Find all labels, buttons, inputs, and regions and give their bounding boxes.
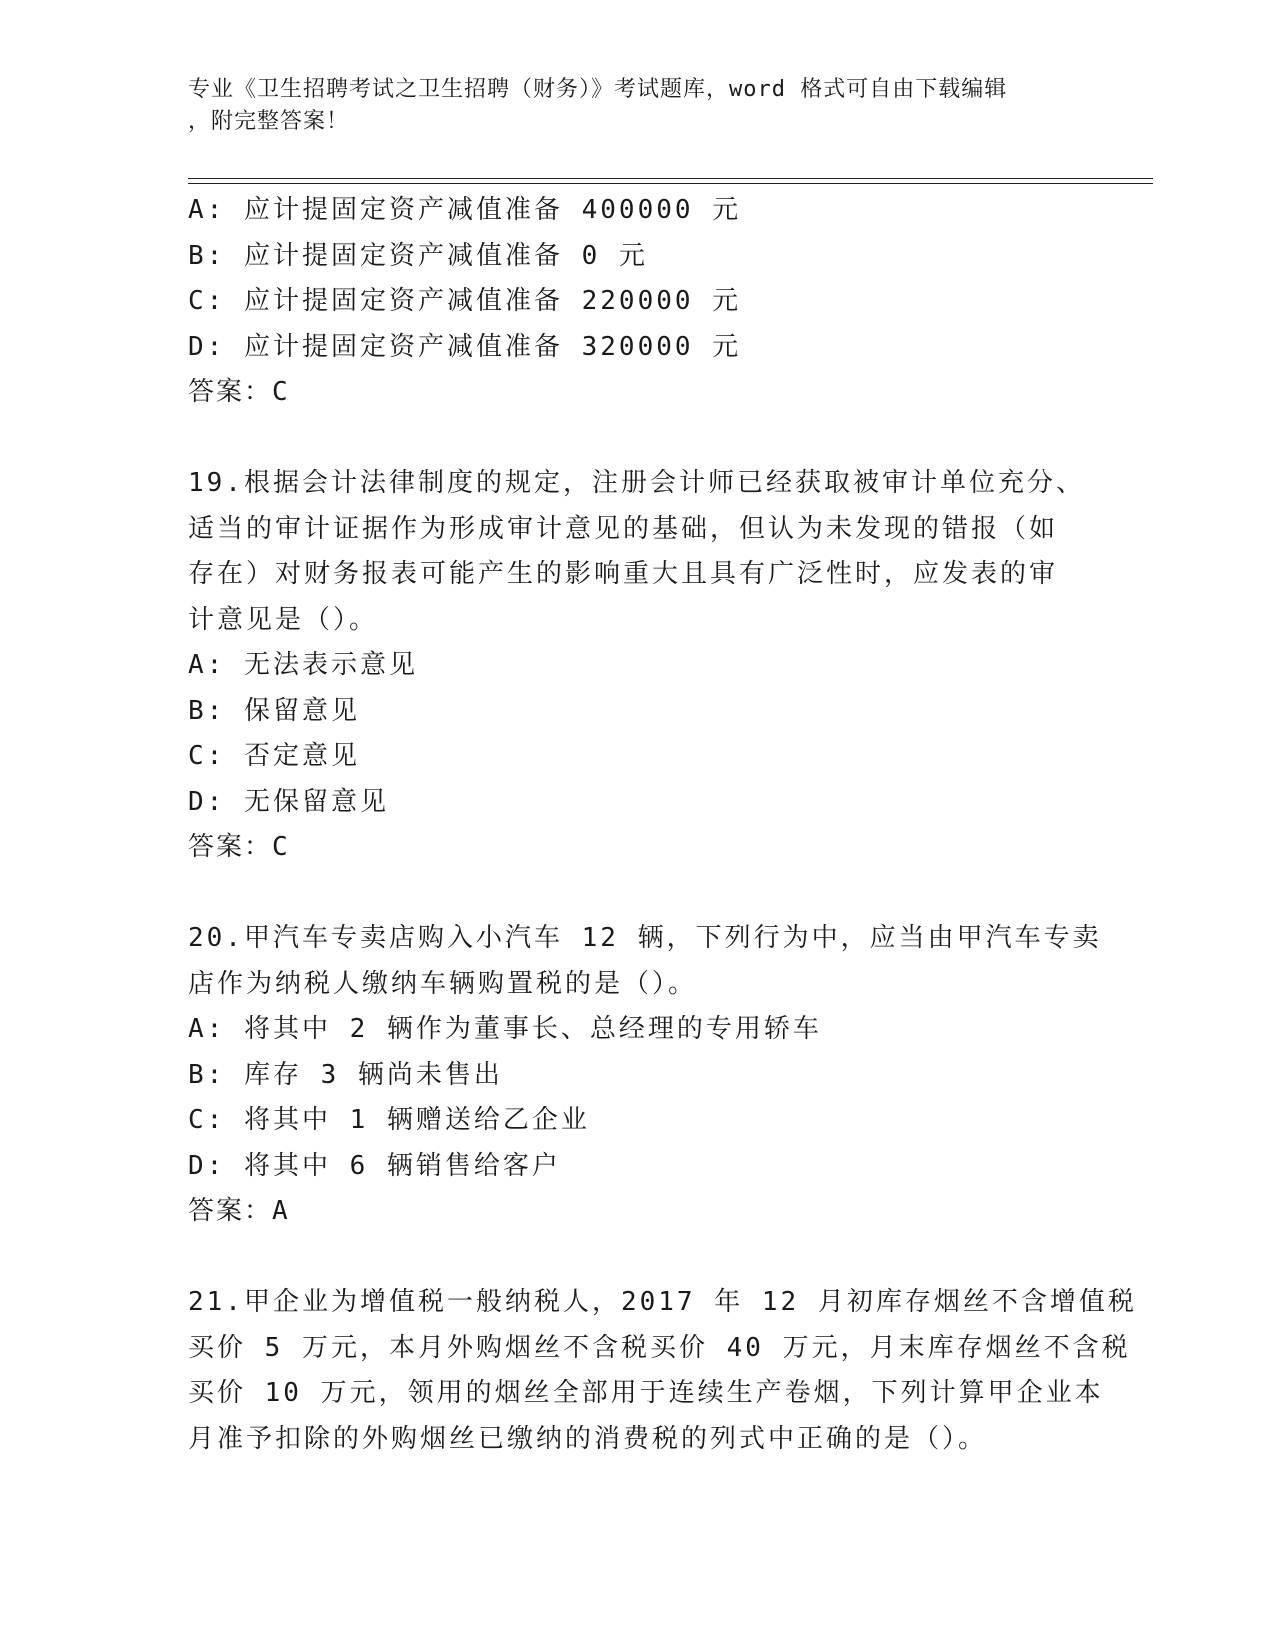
option-b: B: 保留意见 bbox=[188, 695, 360, 726]
answer: 答案：C bbox=[188, 832, 290, 862]
question-18 bbox=[188, 188, 1078, 416]
option-b: B: 应计提固定资产减值准备 0 元 bbox=[188, 240, 648, 271]
option-a: A: 无法表示意见 bbox=[188, 650, 418, 680]
question-stem-line: 存在）对财务报表可能产生的影响重大且具有广泛性时，应发表的审 bbox=[188, 559, 1059, 589]
spacer bbox=[188, 871, 1078, 917]
header-rule-bottom bbox=[188, 183, 1153, 184]
spacer bbox=[188, 416, 1078, 462]
header-rule-top bbox=[188, 178, 1153, 179]
option-d: D: 应计提固定资产减值准备 320000 元 bbox=[188, 331, 742, 362]
option-a: A: 应计提固定资产减值准备 400000 元 bbox=[188, 195, 742, 225]
question-stem-line: 店作为纳税人缴纳车辆购置税的是（）。 bbox=[188, 968, 698, 999]
question-stem-line: 计意见是（）。 bbox=[188, 604, 379, 635]
option-c: C: 否定意见 bbox=[188, 741, 360, 771]
option-b: B: 库存 3 辆尚未售出 bbox=[188, 1059, 503, 1090]
option-a: A: 将其中 2 辆作为董事长、总经理的专用轿车 bbox=[188, 1014, 822, 1044]
question-21 bbox=[188, 1280, 1137, 1462]
question-stem-line: 适当的审计证据作为形成审计意见的基础，但认为未发现的错报（如 bbox=[188, 513, 1059, 544]
option-d: D: 将其中 6 辆销售给客户 bbox=[188, 1150, 561, 1181]
question-stem-line: 20.甲汽车专卖店购入小汽车 12 辆，下列行为中，应当由甲汽车专卖 bbox=[188, 923, 1102, 953]
question-19 bbox=[188, 461, 1085, 871]
header-line-1: 专业《卫生招聘考试之卫生招聘（财务）》考试题库，word 格式可自由下载编辑 bbox=[188, 77, 1008, 102]
question-stem-line: 买价 10 万元，领用的烟丝全部用于连续生产卷烟，下列计算甲企业本 bbox=[188, 1378, 1104, 1408]
question-stem-line: 19.根据会计法律制度的规定，注册会计师已经获取被审计单位充分、 bbox=[188, 468, 1085, 498]
option-d: D: 无保留意见 bbox=[188, 786, 389, 817]
option-c: C: 将其中 1 辆赠送给乙企业 bbox=[188, 1105, 590, 1135]
answer: 答案：C bbox=[188, 377, 290, 407]
question-stem-line: 月准予扣除的外购烟丝已缴纳的消费税的列式中正确的是（）。 bbox=[188, 1423, 988, 1454]
question-content bbox=[188, 188, 1137, 1462]
spacer bbox=[188, 1235, 1078, 1281]
question-stem-line: 21.甲企业为增值税一般纳税人，2017 年 12 月初库存烟丝不含增值税 bbox=[188, 1287, 1137, 1317]
answer: 答案：A bbox=[188, 1196, 290, 1226]
question-stem-line: 买价 5 万元，本月外购烟丝不含税买价 40 万元，月末库存烟丝不含税 bbox=[188, 1332, 1131, 1363]
question-20 bbox=[188, 916, 1102, 1235]
document-header bbox=[188, 74, 1068, 138]
option-c: C: 应计提固定资产减值准备 220000 元 bbox=[188, 286, 742, 316]
header-line-2: ，附完整答案！ bbox=[188, 109, 350, 134]
